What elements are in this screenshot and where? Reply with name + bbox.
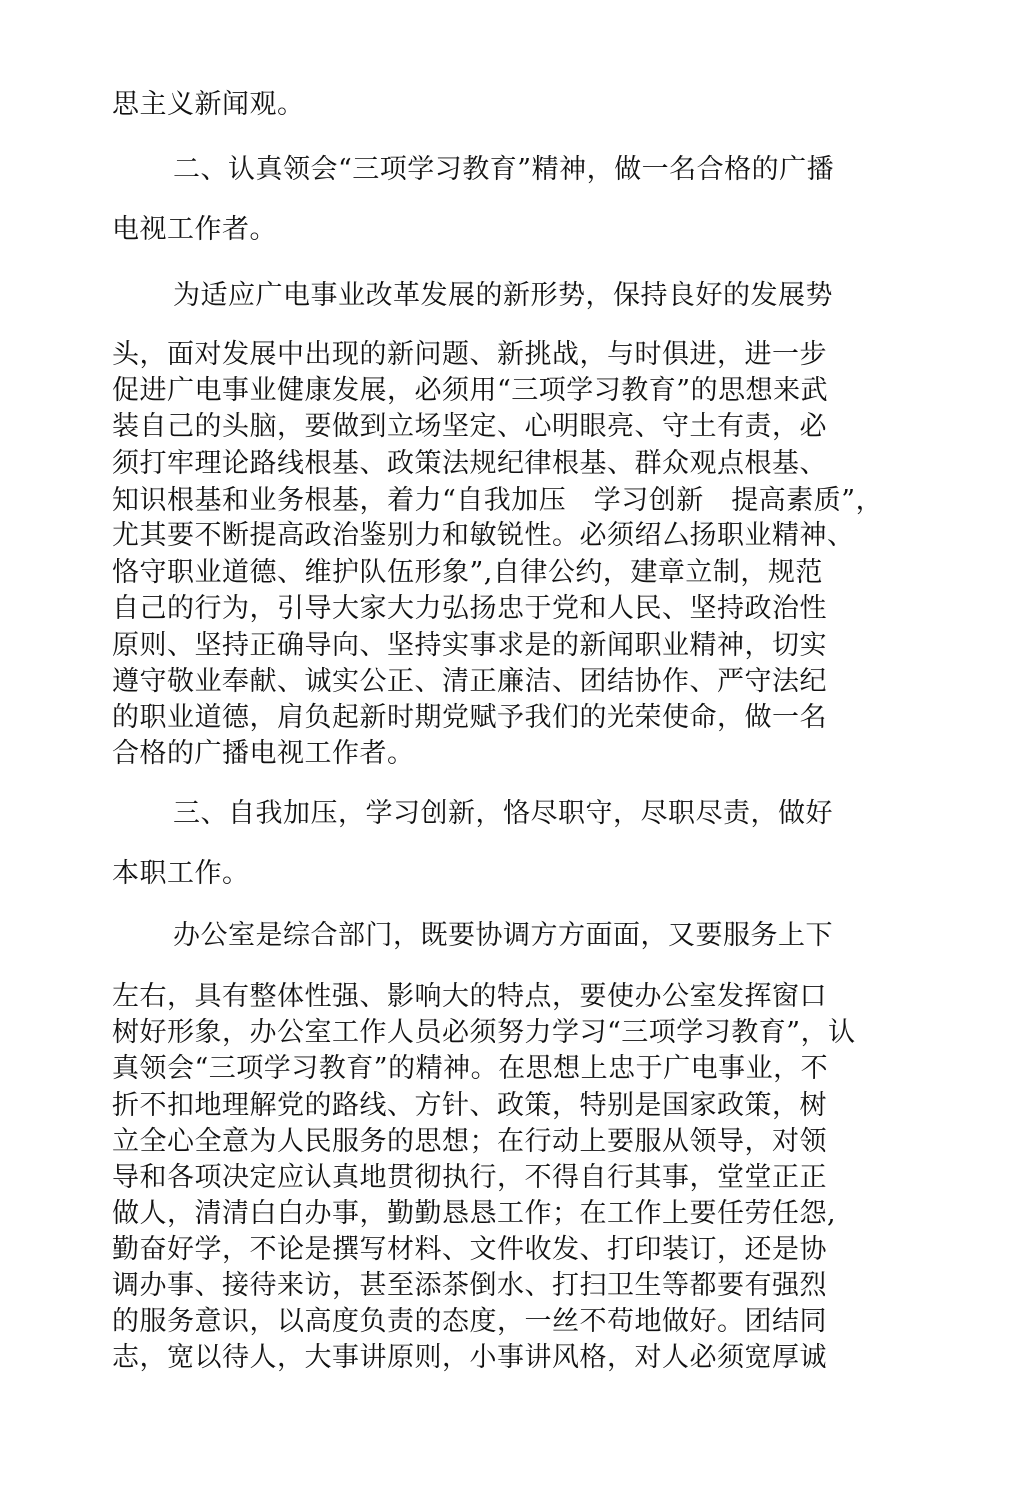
text-line: 自己的行为，引导大家大力弘扬忠于党和人民、坚持政治性 [112, 593, 827, 624]
text-line: 的职业道德，肩负起新时期党赋予我们的光荣使命，做一名 [112, 702, 827, 733]
text-line: 折不扣地理解党的路线、方针、政策，特别是国家政策，树 [112, 1090, 827, 1121]
text-line: 的服务意识，以高度负责的态度，一丝不苟地做好。团结同 [112, 1306, 827, 1337]
text-line: 思主义新闻观。 [112, 89, 305, 120]
section-heading: 二、认真领会“三项学习教育”精神，做一名合格的广播 [173, 154, 835, 185]
text-line: 立全心全意为人民服务的思想；在行动上要服从领导，对领 [112, 1126, 827, 1157]
text-line: 真领会“三项学习教育”的精神。在思想上忠于广电事业，不 [112, 1053, 829, 1084]
text-line: 调办事、接待来访，甚至添茶倒水、打扫卫生等都要有强烈 [112, 1270, 827, 1301]
text-line: 恪守职业道德、维护队伍形象”,自律公约，建章立制，规范 [112, 557, 823, 588]
text-line: 遵守敬业奉献、诚实公正、清正廉洁、团结协作、严守法纪 [112, 666, 827, 697]
text-line: 为适应广电事业改革发展的新形势，保持良好的发展势 [173, 280, 833, 311]
text-line: 原则、坚持正确导向、坚持实事求是的新闻职业精神，切实 [112, 630, 827, 661]
text-line: 志，宽以待人，大事讲原则，小事讲风格，对人必须宽厚诚 [112, 1342, 827, 1373]
text-line: 树好形象，办公室工作人员必须努力学习“三项学习教育”，认 [112, 1017, 856, 1048]
text-line: 做人，清清白白办事，勤勤恳恳工作；在工作上要任劳任怨, [112, 1198, 837, 1229]
text-line: 导和各项决定应认真地贯彻执行，不得自行其事，堂堂正正 [112, 1162, 827, 1193]
text-line: 尤其要不断提高政治鉴别力和敏锐性。必须绍厶扬职业精神、 [112, 520, 855, 551]
section-heading: 三、自我加压，学习创新，恪尽职守，尽职尽责，做好 [173, 798, 833, 829]
text-line: 左右，具有整体性强、影响大的特点，要使办公室发挥窗口 [112, 981, 827, 1012]
text-line: 装自己的头脑，要做到立场坚定、心明眼亮、守土有责，必 [112, 411, 827, 442]
text-line: 合格的广播电视工作者。 [112, 738, 415, 769]
text-line: 须打牢理论路线根基、政策法规纪律根基、群众观点根基、 [112, 448, 827, 479]
text-line: 知识根基和业务根基，着力“自我加压 学习创新 提高素质”， [112, 485, 884, 516]
text-line: 办公室是综合部门，既要协调方方面面，又要服务上下 [173, 920, 833, 951]
text-line: 勤奋好学，不论是撰写材料、文件收发、打印装订，还是协 [112, 1234, 827, 1265]
section-heading-cont: 本职工作。 [112, 858, 250, 889]
section-heading-cont: 电视工作者。 [112, 214, 277, 245]
text-line: 促进广电事业健康发展，必须用“三项学习教育”的思想来武 [112, 375, 829, 406]
text-line: 头，面对发展中出现的新问题、新挑战，与时俱进，进一步 [112, 339, 827, 370]
